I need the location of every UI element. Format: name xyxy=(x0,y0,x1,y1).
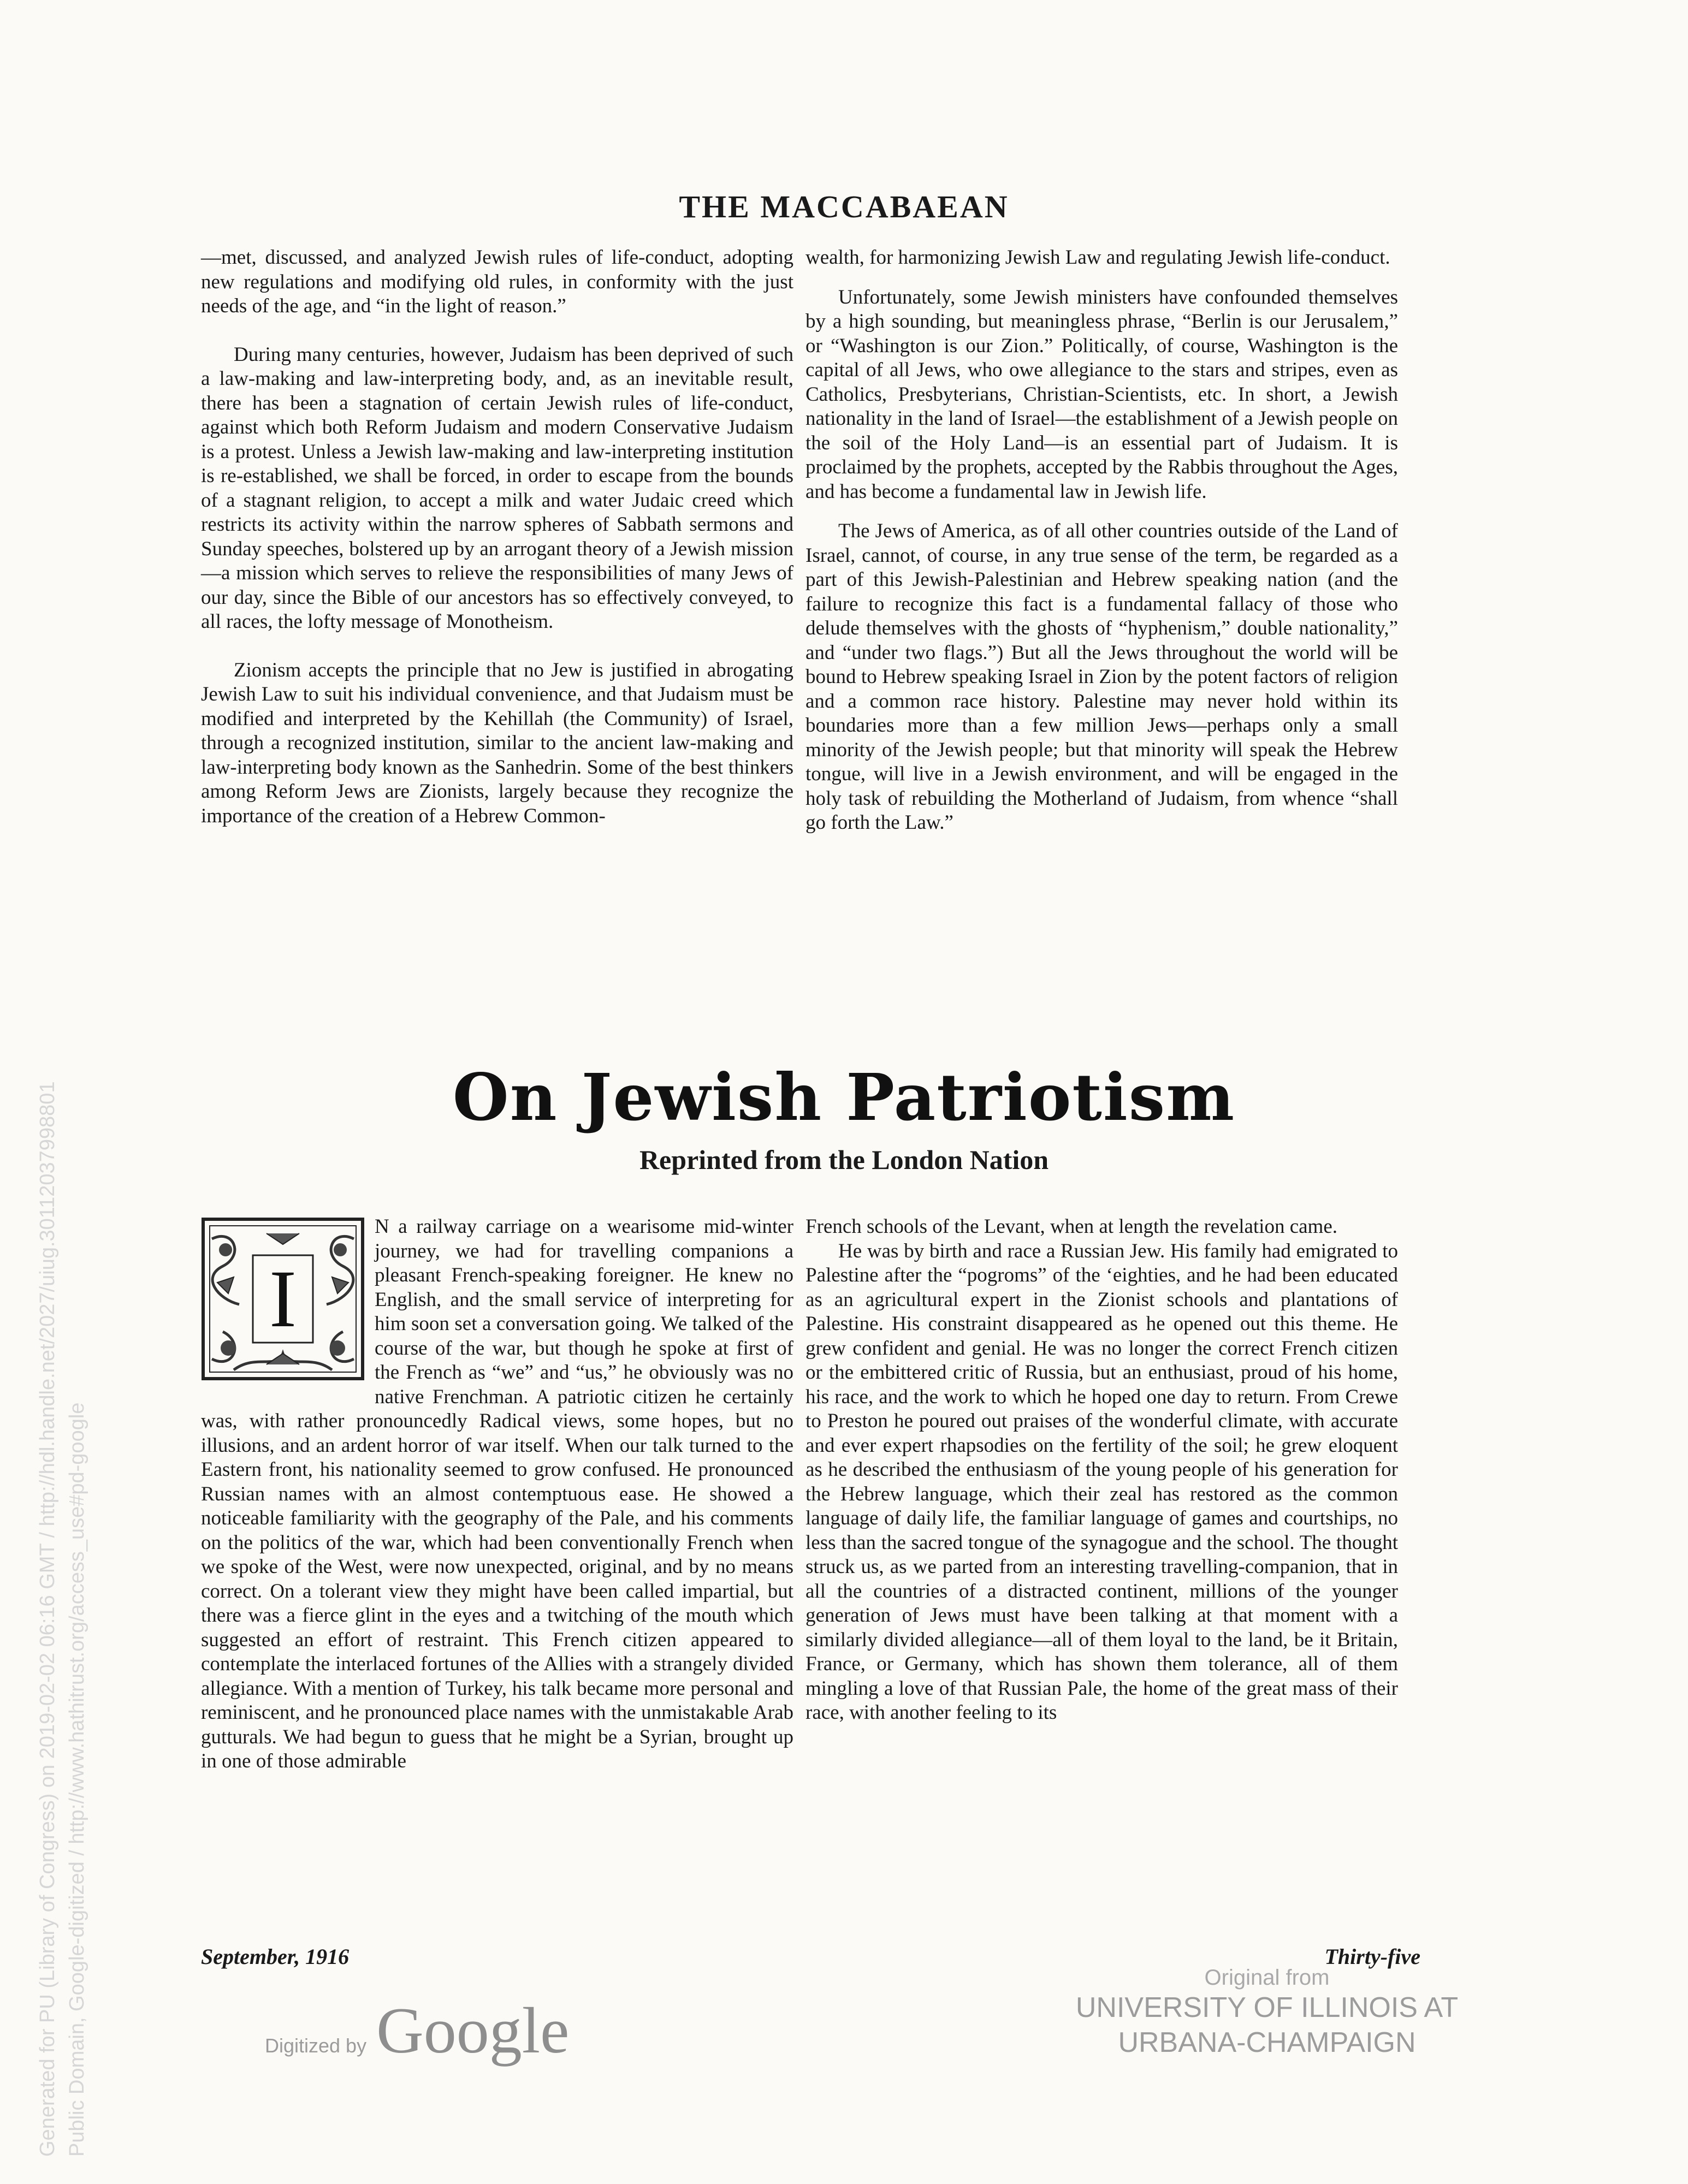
paragraph: —met, discussed, and analyzed Jewish rules of life-conduct, adopting new regulations and modifying old rules, in conformity with the just needs of the age, and “in the light of reason.” xyxy=(201,246,793,317)
original-from-mark xyxy=(1059,1966,1474,2060)
upper-column-right xyxy=(805,246,1398,835)
page-number: Thirty-five xyxy=(1324,1944,1420,1969)
paragraph: The Jews of America, as of all other countries outside of the Land of Israel, cannot, of course, in any true sense of the term, be regarded as a part of this Jewish-Palestinian and Hebrew speaking nation (and the failure to recognize this fact is a fundamental fallacy of those who delude themselves with the ghosts of “hyphenism,” double nationality,” and “under two flags.”) But all the Jews throughout the world will be bound to Hebrew speaking Israel in Zion by the potent factors of religion and a common race history. Palestine may never hold within its boundaries more than a few million Jews—perhaps only a small minority of the Jewish people; but that minority will speak the Hebrew tongue, will live in a Jewish environment, and will be engaged in the holy task of rebuilding the Motherland of Judaism, from whence “shall go forth the Law.” xyxy=(805,520,1398,834)
issue-date: September, 1916 xyxy=(201,1944,350,1969)
ornamental-dropcap xyxy=(201,1217,365,1381)
paragraph: During many centuries, however, Judaism has been deprived of such a law-making and law-interpreting body, and, as an inevitable result, there has been a stagnation of certain Jewish rules of life-conduct, against which both Reform Judaism and modern Conservative Judaism is a protest. Unless a Jewish law-making and law-interpreting institution is re-established, we shall be forced, in order to escape from the bounds of a stagnant religion, to accept a milk and water Judaic creed which restricts its activity within the narrow spheres of Sabbath sermons and Sunday speeches, bolstered up by an arrogant theory of a Jewish mission—a mission which serves to relieve the responsibilities of many Jews of our day, since the Bible of our ancestors has so effectively conveyed, to all races, the lofty message of Monotheism. xyxy=(201,343,793,633)
dropcap-letter: I xyxy=(269,1253,297,1344)
paragraph: wealth, for harmonizing Jewish Law and regulating Jewish life-conduct. xyxy=(805,246,1390,269)
paragraph: He was by birth and race a Russian Jew. His family had emigrated to Palestine after the “pogroms” of the ‘eighties, and he had been educated as an agricultural expert in the Zionist schools and plantations of Palestine. His constraint disappeared as he opened out this theme. He grew confident and genial. He was no longer the correct French citizen or the embittered critic of Russia, but an enthusiast, proud of his home, his race, and the work to which he hoped one day to return. From Crewe to Preston he poured out praises of the wonderful climate, with accurate and ever expert rhapsodies on the fertility of the soil; he grew eloquent as he described the enthusiasm of the young people of his generation for the Hebrew language, which their zeal has restored as the common language of daily life, the familiar language of games and courtships, no less than the sacred tongue of the synagogue and the school. The thought struck us, as we parted from an interesting travelling-companion, that in all the countries of a distracted continent, millions of the younger generation of Jews must have been talking at that moment with a similarly divided allegiance—all of them loyal to the land, be it Britain, France, or Germany, which has shown them tolerance, all of them mingling a love of that Russian Pale, the home of the great mass of their race, with another feeling to its xyxy=(805,1239,1398,1724)
watermark-line-1: Generated for PU (Library of Congress) on 2019-02-02 06:16 GMT / http://hdl.handle.net/2027/uiug.30112037998801 xyxy=(36,1081,59,2157)
digitized-by-label: Digitized by xyxy=(265,2034,367,2057)
watermark-line-2: Public Domain, Google-digitized / http://www.hathitrust.org/access_use#pd-google xyxy=(66,1402,88,2157)
article-title: On Jewish Patriotism xyxy=(452,1059,1236,1135)
side-watermark xyxy=(33,1081,92,2157)
institution-line-1: UNIVERSITY OF ILLINOIS AT xyxy=(1075,1992,1459,2023)
paragraph: Zionism accepts the principle that no Jew is justified in abrogating Jewish Law to suit his individual convenience, and that Judaism must be modified and interpreted by the Kehillah (the Community) of Israel, through a recognized institution, similar to the ancient law-making and law-interpreting body known as the Sanhedrin. Some of the best thinkers among Reform Jews are Zionists, largely because they recognize the importance of the creation of a Hebrew Common- xyxy=(201,658,793,827)
upper-column-left xyxy=(201,246,793,828)
article-column-right xyxy=(805,1215,1398,1725)
article-subtitle: Reprinted from the London Nation xyxy=(639,1144,1049,1175)
paragraph: Unfortunately, some Jewish ministers have confounded themselves by a high sounding, but meaningless phrase, “Berlin is our Jerusalem,” or “Washington is our Zion.” Politically, of course, Washington is the capital of all Jews, who owe allegiance to the stars and stripes, even as Catholics, Presbyterians, Christian-Scientists, etc. In short, a Jewish nationality in the land of Israel—the establishment of a Jewish people on the soil of the Holy Land—is an essential part of Judaism. It is proclaimed by the prophets, accepted by the Rabbis throughout the Ages, and has become a fundamental law in Jewish life. xyxy=(805,286,1398,503)
article-column-left xyxy=(201,1215,793,1774)
paragraph: N a railway carriage on a wearisome mid-winter journey, we had for travelling companions a pleasant French-speaking foreigner. He knew no English, and the small service of interpreting for him soon set a conversation going. We talked of the course of the war, but though he spoke at first of the French as “we” and “us,” he obviously was no native Frenchman. A patriotic citizen he certainly was, with rather pronouncedly Radical views, some hopes, but no illusions, and an ardent horror of war itself. When our talk turned to the Eastern front, his nationality seemed to grow confused. He pronounced Russian names with an almost contemptuous ease. He showed a noticeable familiarity with the geography of the Pale, and his comments on the politics of the war, which had been conventionally French when we spoke of the West, were now unexpected, original, and by no means correct. On a tolerant view they might have been called impartial, but there was a fierce glint in the eyes and a twitching of the mouth which suggested an effort of restraint. This French citizen appeared to contemplate the interlaced fortunes of the Allies with a strangely divided allegiance. With a mention of Turkey, his talk became more personal and reminiscent, and he pronounced place names with the unmistakable Arab gutturals. We had begun to guess that he might be a Syrian, brought up in one of those admirable xyxy=(201,1215,793,1772)
paragraph: French schools of the Levant, when at length the revelation came. xyxy=(805,1215,1337,1238)
running-head: THE MACCABAEAN xyxy=(679,189,1009,224)
institution-line-2: URBANA-CHAMPAIGN xyxy=(1118,2027,1416,2058)
original-from-label: Original from xyxy=(1204,1966,1330,1990)
digitized-by-mark xyxy=(265,1993,569,2068)
google-logo: Google xyxy=(376,1994,570,2067)
